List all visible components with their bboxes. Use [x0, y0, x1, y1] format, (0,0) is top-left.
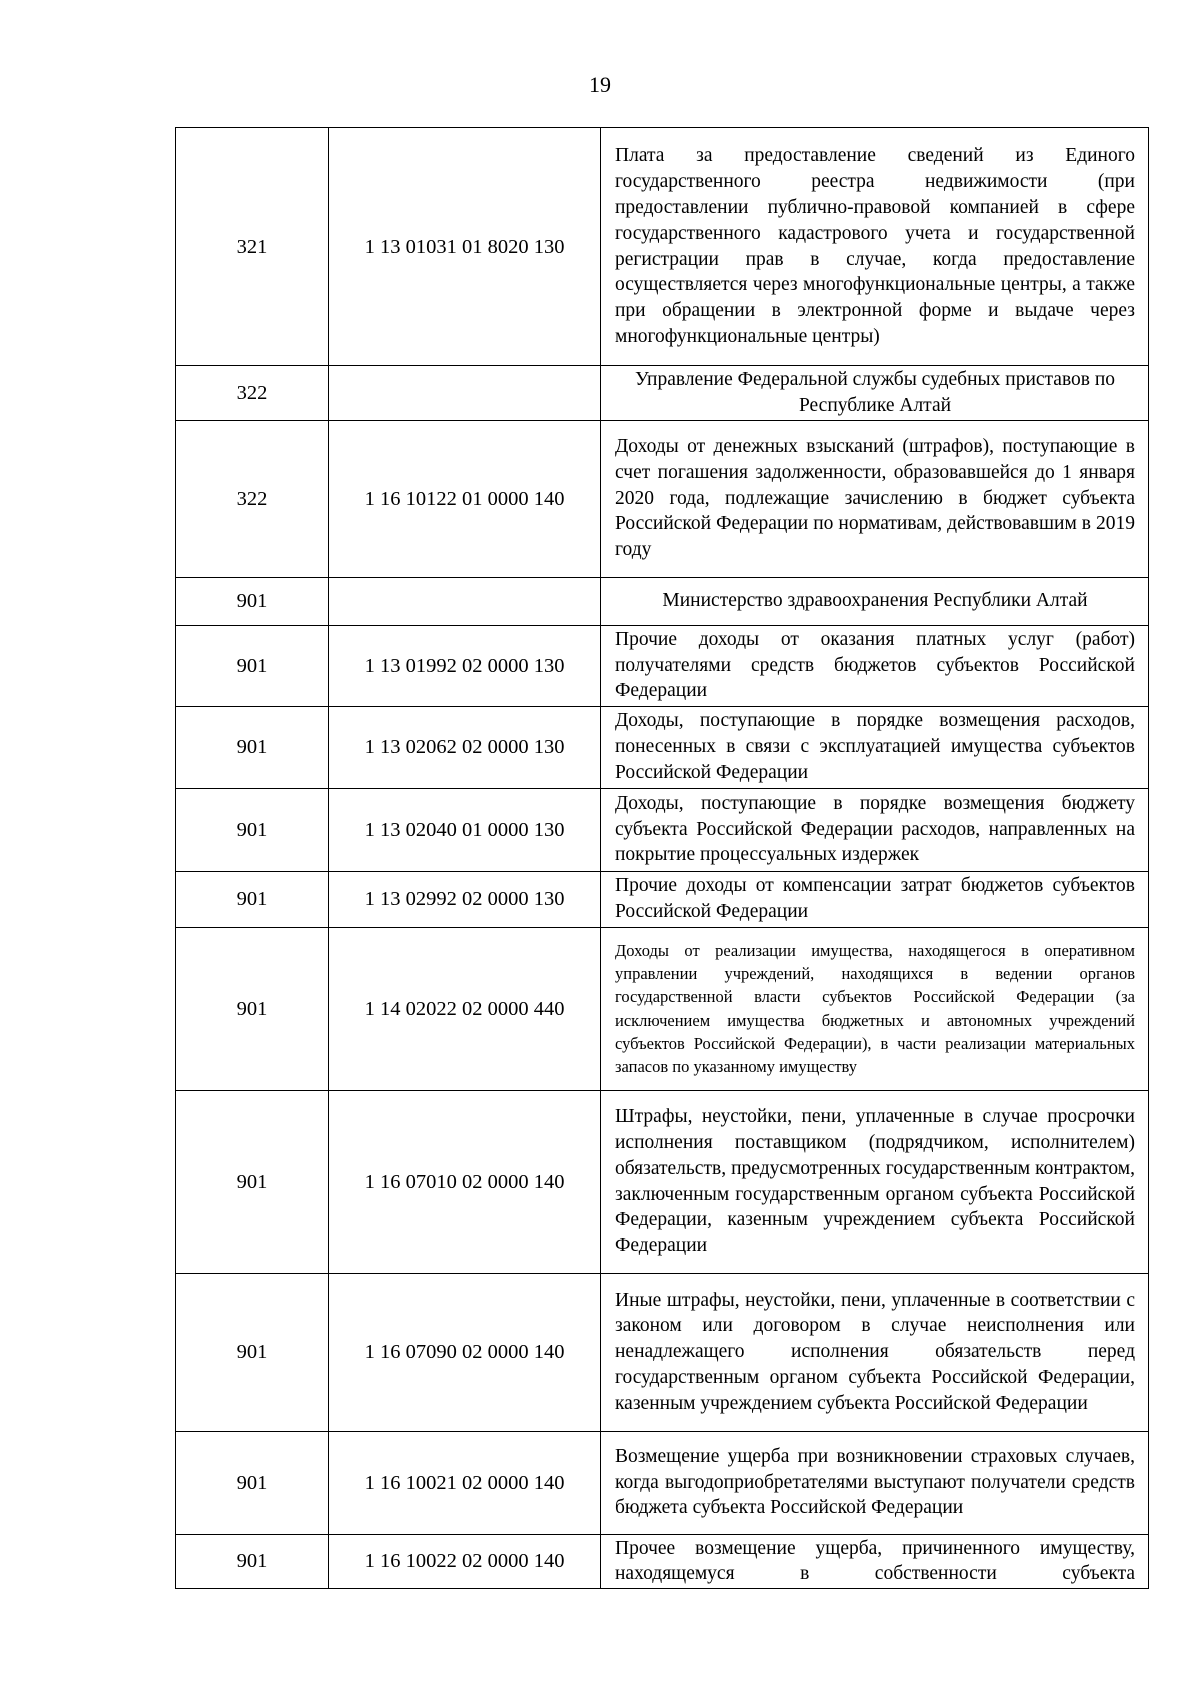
description-cell: [601, 706, 1149, 788]
description-text: Доходы от реализации имущества, находящегося в оперативном управлении учреждений, находящихся в ведении органов государственной власти субъектов Российской Федерации (за исключением имущества бюджетных и автономных учреждений субъектов Российской Федерации), в части реализации материальных запасов по указанному имуществу: [615, 940, 1135, 1076]
description-text: Прочие доходы от оказания платных услуг (работ) получателями средств бюджетов субъектов Российской Федерации: [615, 628, 1135, 702]
revenue-code-cell: [329, 577, 601, 625]
admin-code-cell: 901: [176, 706, 329, 788]
table-row: [176, 1431, 1149, 1534]
table-row: [176, 128, 1149, 366]
revenue-code-cell: 1 16 10122 01 0000 140: [329, 420, 601, 577]
admin-code-cell: 901: [176, 625, 329, 706]
table-row: [176, 420, 1149, 577]
revenue-code-cell: 1 13 02992 02 0000 130: [329, 871, 601, 927]
department-name: Управление Федеральной службы судебных приставов по Республике Алтай: [634, 369, 1116, 416]
description-text: Доходы, поступающие в порядке возмещения расходов, понесенных в связи с эксплуатацией имущества субъектов Российской Федерации: [615, 710, 1135, 783]
revenue-code-cell: 1 13 01992 02 0000 130: [329, 625, 601, 706]
description-cell: [601, 871, 1149, 927]
table-row: [176, 1534, 1149, 1589]
admin-code-cell: 901: [176, 788, 329, 871]
revenue-code-cell: 1 13 01031 01 8020 130: [329, 128, 601, 366]
revenue-code-cell: 1 16 10022 02 0000 140: [329, 1534, 601, 1589]
admin-code-cell: 321: [176, 128, 329, 366]
admin-code-cell: 901: [176, 1090, 329, 1273]
description-cell: [601, 1431, 1149, 1534]
department-name: Министерство здравоохранения Республики Алтай: [662, 590, 1088, 612]
description-cell: [601, 1090, 1149, 1273]
admin-code-cell: 901: [176, 927, 329, 1090]
table-row: [176, 366, 1149, 421]
description-text: Штрафы, неустойки, пени, уплаченные в случае просрочки исполнения поставщиком (подрядчиком, исполнителем) обязательств, предусмотренных государственным контрактом, заключенным государственным органом субъекта Российской Федерации, казенным учреждением субъекта Российской Федерации: [615, 1106, 1135, 1257]
revenue-code-cell: 1 16 10021 02 0000 140: [329, 1431, 601, 1534]
revenue-code-cell: 1 16 07010 02 0000 140: [329, 1090, 601, 1273]
admin-code-cell: 901: [176, 1431, 329, 1534]
department-name-cell: [601, 577, 1149, 625]
description-cell: [601, 1534, 1149, 1589]
admin-code-cell: 901: [176, 577, 329, 625]
department-name-cell: [601, 366, 1149, 421]
description-text: Возмещение ущерба при возникновении страховых случаев, когда выгодоприобретателями выступают получатели средств бюджета субъекта Российской Федерации: [615, 1445, 1135, 1519]
revenue-code-cell: 1 13 02040 01 0000 130: [329, 788, 601, 871]
admin-code-cell: 901: [176, 1534, 329, 1589]
description-text: Прочие доходы от компенсации затрат бюджетов субъектов Российской Федерации: [615, 875, 1135, 923]
table-row: [176, 1273, 1149, 1431]
description-cell: [601, 788, 1149, 871]
table-row: [176, 1090, 1149, 1273]
table-row: [176, 788, 1149, 871]
table-row: [176, 625, 1149, 706]
table-row: [176, 871, 1149, 927]
description-text: Плата за предоставление сведений из Единого государственного реестра недвижимости (при предоставлении публично-правовой компанией в сфере государственного кадастрового учета и государственной регистрации прав в случае, когда предоставление осуществляется через многофункциональные центры, а также при обращении в электронной форме и выдаче через многофункциональные центры): [615, 145, 1135, 347]
revenue-code-cell: [329, 366, 601, 421]
description-text: Прочее возмещение ущерба, причиненного имуществу, находящемуся в собственности субъекта: [615, 1537, 1135, 1585]
admin-code-cell: 322: [176, 366, 329, 421]
table-row: [176, 577, 1149, 625]
admin-code-cell: 322: [176, 420, 329, 577]
admin-code-cell: 901: [176, 1273, 329, 1431]
revenue-codes-table: [175, 127, 1149, 1589]
description-cell: [601, 420, 1149, 577]
description-cell: [601, 128, 1149, 366]
table-row: [176, 706, 1149, 788]
table-row: [176, 927, 1149, 1090]
revenue-code-cell: 1 14 02022 02 0000 440: [329, 927, 601, 1090]
description-text: Иные штрафы, неустойки, пени, уплаченные в соответствии с законом или договором в случае неисполнения или ненадлежащего исполнения обязательств перед государственным органом субъекта Российской Федерации, казенным учреждением субъекта Российской Федерации: [615, 1289, 1135, 1414]
description-cell: [601, 927, 1149, 1090]
description-cell: [601, 1273, 1149, 1431]
description-text: Доходы, поступающие в порядке возмещения бюджету субъекта Российской Федерации расходов, направленных на покрытие процессуальных издержек: [615, 792, 1135, 866]
description-cell: [601, 625, 1149, 706]
revenue-code-cell: 1 13 02062 02 0000 130: [329, 706, 601, 788]
revenue-code-cell: 1 16 07090 02 0000 140: [329, 1273, 601, 1431]
admin-code-cell: 901: [176, 871, 329, 927]
description-text: Доходы от денежных взысканий (штрафов), поступающие в счет погашения задолженности, образовавшейся до 1 января 2020 года, подлежащие зачислению в бюджет субъекта Российской Федерации по нормативам, действовавшим в 2019 году: [615, 436, 1135, 561]
page-number: 19: [589, 72, 611, 97]
